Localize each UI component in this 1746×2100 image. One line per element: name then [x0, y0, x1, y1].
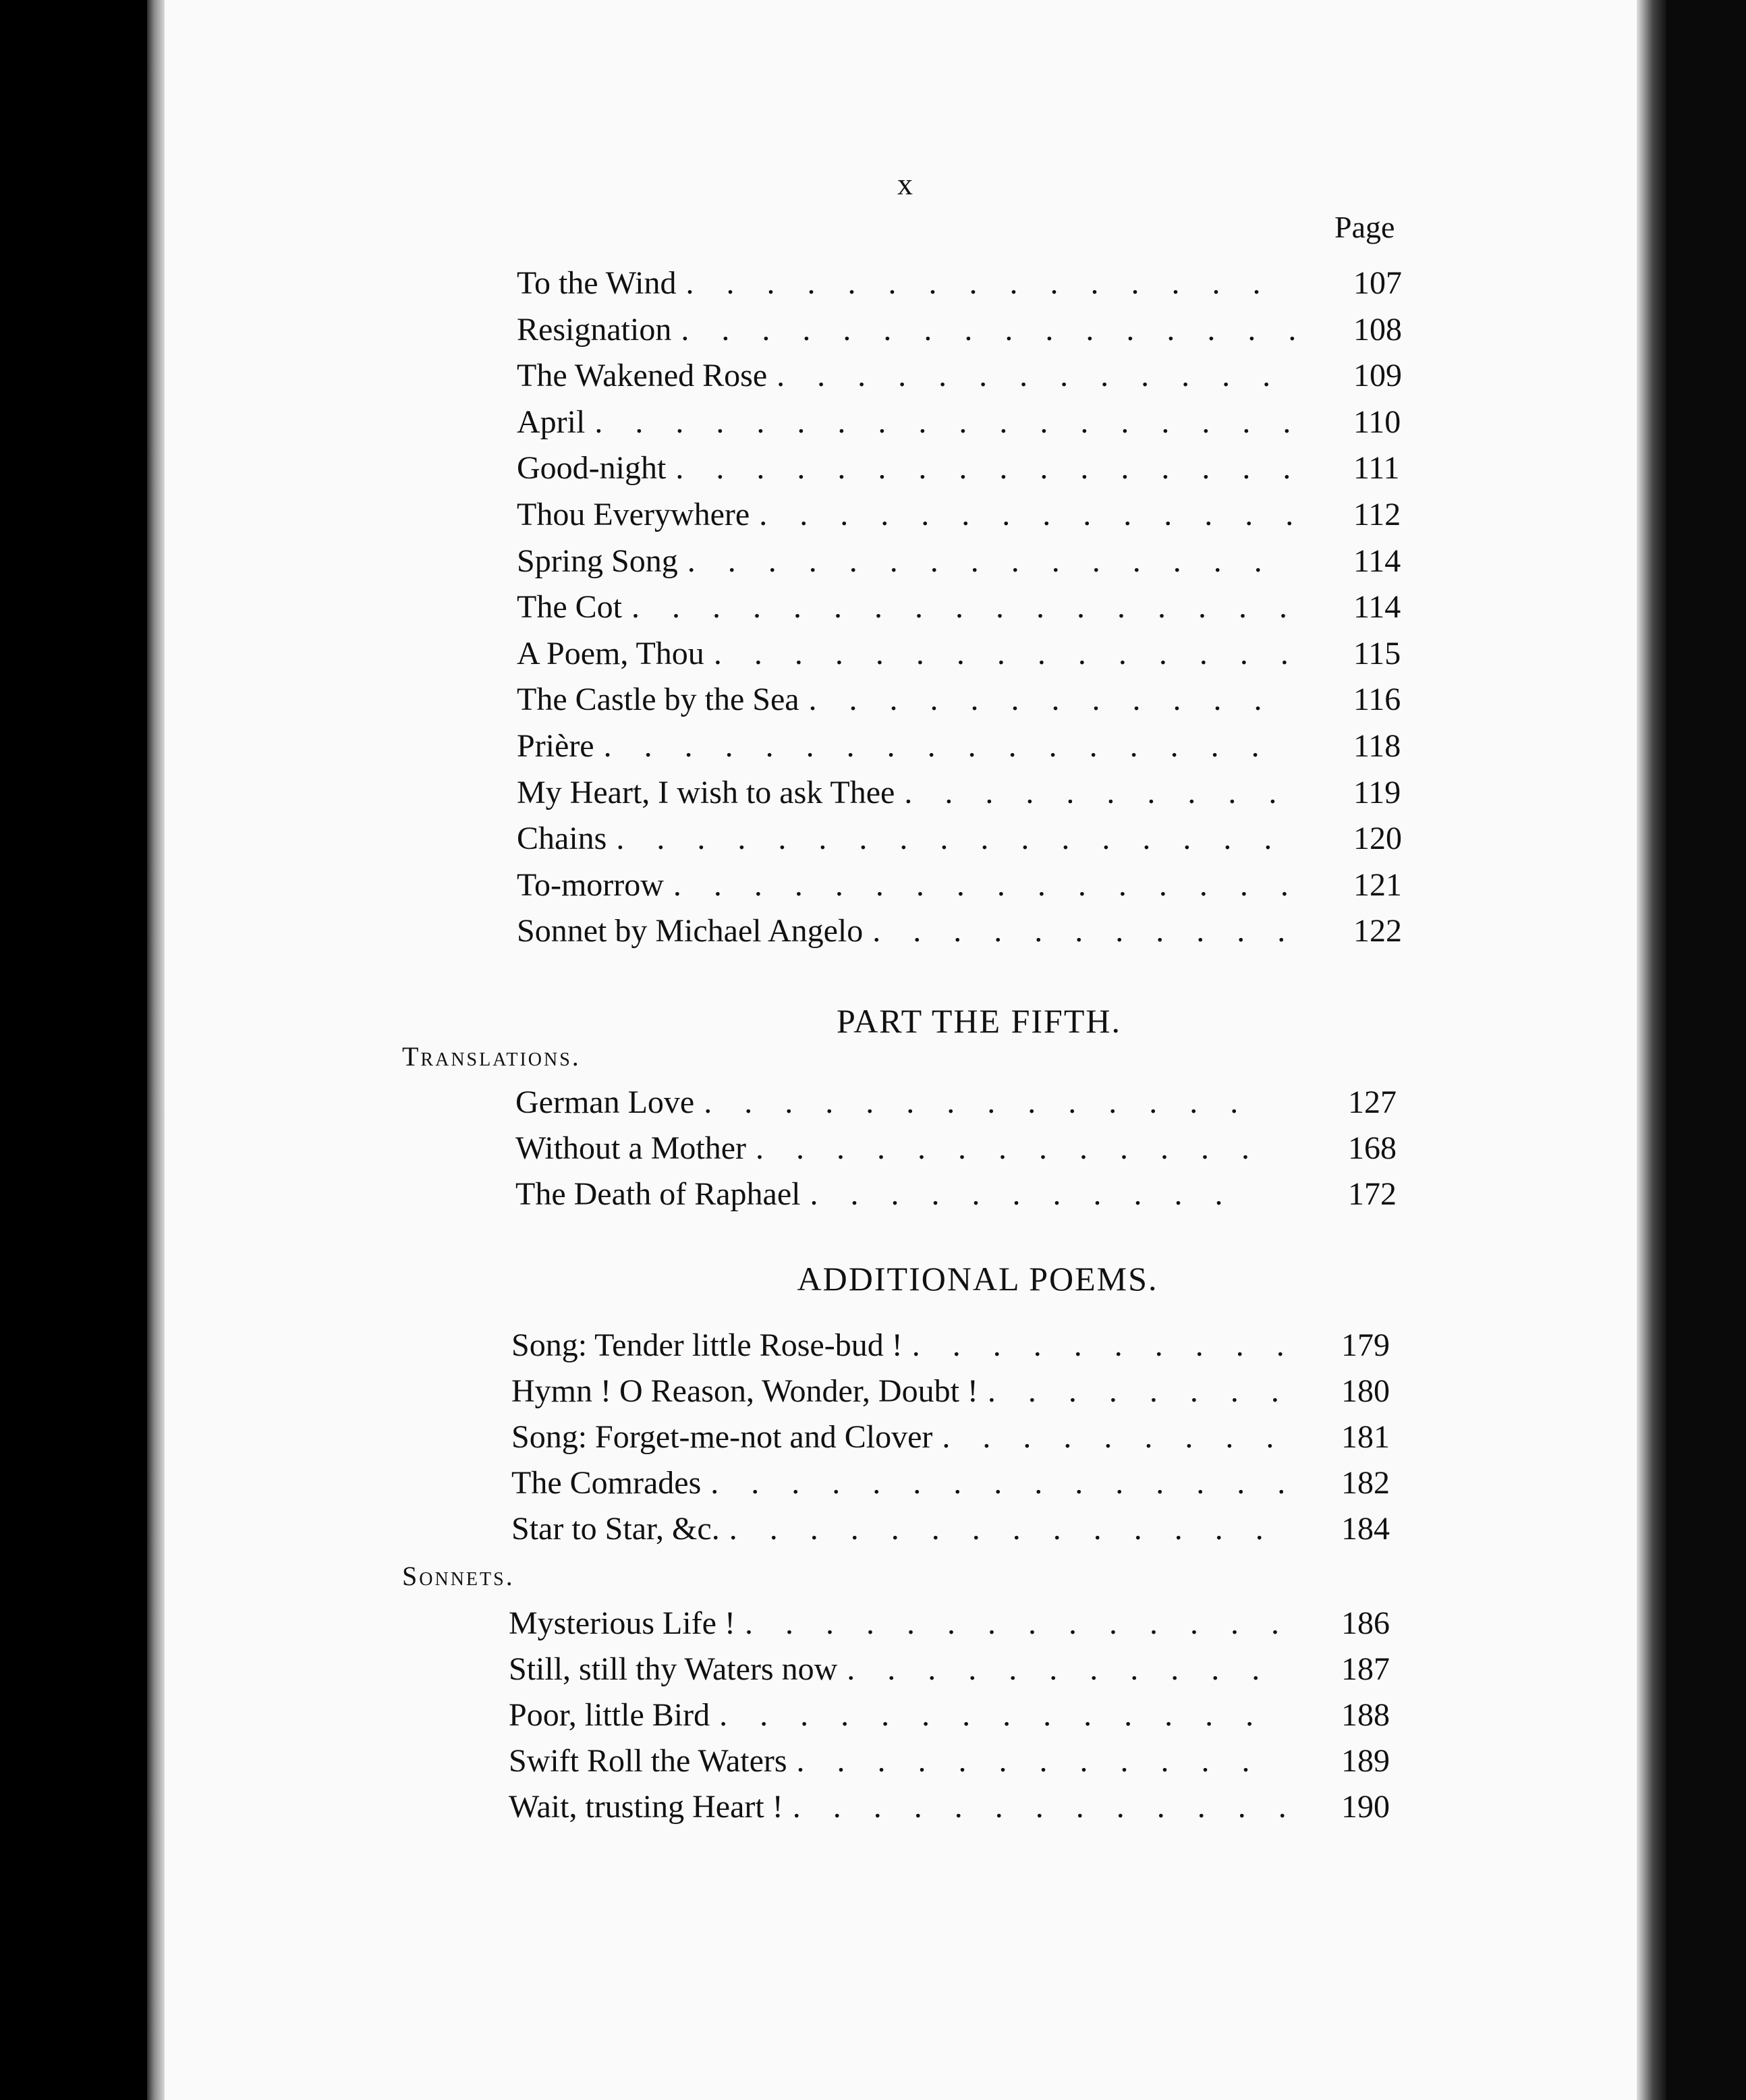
- toc-entry: [147, 1788, 1666, 1831]
- toc-entry-page: 110: [1353, 404, 1401, 440]
- toc-entry: [147, 1327, 1666, 1370]
- toc-entry: [147, 1084, 1666, 1127]
- sonnets-label: Sonnets.: [402, 1561, 515, 1591]
- toc-entry-page: 114: [1353, 589, 1401, 626]
- toc-leader-dots: ..............: [744, 1605, 1312, 1641]
- toc-entry-page: 182: [1341, 1465, 1390, 1501]
- toc-entry-title: Good-night: [517, 450, 667, 487]
- toc-entry: [147, 404, 1666, 447]
- toc-entry: [147, 496, 1666, 539]
- toc-entry-title: Sonnet by Michael Angelo: [517, 913, 864, 949]
- toc-entry-page: 107: [1353, 265, 1402, 301]
- toc-leader-dots: ............: [808, 682, 1295, 718]
- toc-entry: [147, 1130, 1666, 1173]
- toc-entry-page: 108: [1353, 311, 1402, 348]
- toc-entry: [147, 1742, 1666, 1786]
- toc-leader-dots: ..............: [729, 1511, 1296, 1547]
- toc-entry: [147, 866, 1666, 910]
- toc-entry: [147, 1373, 1666, 1416]
- toc-entry-title: The Death of Raphael: [515, 1176, 801, 1212]
- toc-entry-page: 186: [1341, 1605, 1390, 1641]
- toc-entry: [147, 1464, 1666, 1508]
- toc-leader-dots: ........: [987, 1373, 1312, 1409]
- toc-leader-dots: .............: [777, 358, 1303, 394]
- toc-entry: [147, 635, 1666, 678]
- toc-entry: [147, 449, 1666, 493]
- toc-entry-page: 120: [1353, 821, 1402, 857]
- toc-entry-page: 187: [1341, 1651, 1390, 1687]
- toc-entry-title: German Love: [515, 1084, 695, 1120]
- toc-leader-dots: .............: [756, 1130, 1282, 1166]
- toc-entry-title: Mysterious Life !: [509, 1605, 735, 1641]
- toc-entry-page: 115: [1353, 635, 1401, 671]
- toc-entry: [147, 1605, 1666, 1648]
- toc-entry-title: The Comrades: [511, 1465, 702, 1501]
- toc-entry: [147, 357, 1666, 400]
- part-heading: PART THE FIFTH.: [836, 1002, 1122, 1040]
- scan-border: [1666, 0, 1746, 2100]
- page-number: x: [897, 167, 913, 201]
- toc-leader-dots: ...............: [685, 265, 1293, 301]
- toc-entry-title: Thou Everywhere: [517, 497, 750, 532]
- toc-entry: [147, 1176, 1666, 1219]
- toc-entry-page: 118: [1353, 728, 1401, 764]
- toc-leader-dots: ..............: [759, 497, 1326, 532]
- page-column-label: Page: [1334, 210, 1395, 244]
- toc-entry-page: 112: [1353, 497, 1401, 532]
- additional-heading: ADDITIONAL POEMS.: [797, 1260, 1158, 1298]
- toc-entry-page: 116: [1353, 682, 1401, 718]
- toc-entry: [147, 1418, 1666, 1462]
- toc-entry-title: Resignation: [517, 311, 672, 348]
- toc-entry-page: 109: [1353, 358, 1402, 394]
- toc-entry: [147, 727, 1666, 771]
- toc-leader-dots: .........: [942, 1419, 1307, 1455]
- toc-entry-page: 168: [1348, 1130, 1397, 1166]
- toc-entry-title: Hymn ! O Reason, Wonder, Doubt !: [511, 1373, 978, 1409]
- toc-entry-page: 114: [1353, 543, 1401, 579]
- toc-entry-title: Poor, little Bird: [509, 1697, 710, 1733]
- toc-leader-dots: ..........: [904, 774, 1310, 810]
- toc-entry: [147, 265, 1666, 308]
- toc-entry-page: 179: [1341, 1327, 1390, 1363]
- toc-entry-title: The Castle by the Sea: [517, 682, 799, 718]
- toc-entry: [147, 1696, 1666, 1740]
- toc-leader-dots: ................: [673, 866, 1321, 903]
- toc-entry-page: 121: [1353, 866, 1402, 903]
- toc-entry: [147, 1651, 1666, 1694]
- toc-leader-dots: ...............: [710, 1465, 1318, 1501]
- toc-leader-dots: ..............: [719, 1697, 1287, 1733]
- toc-entry-page: 190: [1341, 1789, 1390, 1825]
- toc-leader-dots: ............: [796, 1743, 1283, 1779]
- toc-entry-title: Still, still thy Waters now: [509, 1651, 838, 1687]
- toc-entry-page: 189: [1341, 1743, 1390, 1779]
- toc-entry-page: 188: [1341, 1697, 1390, 1733]
- toc-leader-dots: ..............: [704, 1084, 1271, 1120]
- toc-entry: [147, 1510, 1666, 1553]
- toc-entry: [147, 588, 1666, 632]
- toc-leader-dots: ..........: [911, 1327, 1317, 1363]
- toc-entry-title: A Poem, Thou: [517, 635, 704, 671]
- toc-entry-title: April: [517, 404, 586, 440]
- toc-leader-dots: ...........: [810, 1176, 1256, 1212]
- toc-entry: [147, 543, 1666, 586]
- toc-leader-dots: ..................: [594, 404, 1324, 440]
- toc-entry-title: Chains: [517, 821, 607, 857]
- toc-leader-dots: ...........: [847, 1651, 1293, 1687]
- toc-entry-title: Wait, trusting Heart !: [509, 1789, 783, 1825]
- toc-leader-dots: .................: [631, 589, 1320, 626]
- toc-entry-page: 180: [1341, 1373, 1390, 1409]
- toc-entry-page: 122: [1353, 913, 1402, 949]
- toc-entry: [147, 311, 1666, 354]
- toc-entry-title: The Cot: [517, 589, 622, 626]
- toc-entry-title: The Wakened Rose: [517, 358, 768, 394]
- toc-entry-title: Prière: [517, 728, 594, 764]
- toc-entry-page: 184: [1341, 1511, 1390, 1547]
- toc-entry-title: Song: Forget-me-not and Clover: [511, 1419, 933, 1455]
- toc-entry-page: 172: [1348, 1176, 1397, 1212]
- toc-leader-dots: .................: [616, 821, 1305, 857]
- toc-leader-dots: .................: [603, 728, 1292, 764]
- toc-entry: [147, 820, 1666, 863]
- toc-entry-title: To the Wind: [517, 265, 677, 301]
- toc-entry-title: Spring Song: [517, 543, 678, 579]
- toc-entry-title: Song: Tender little Rose-bud !: [511, 1327, 903, 1363]
- toc-entry-title: Star to Star, &c.: [511, 1511, 720, 1547]
- toc-entry-page: 119: [1353, 774, 1401, 810]
- translations-label: Translations.: [402, 1041, 581, 1072]
- toc-entry: [147, 912, 1666, 956]
- toc-entry-title: Without a Mother: [515, 1130, 746, 1166]
- toc-leader-dots: ...............: [687, 543, 1295, 579]
- toc-leader-dots: ................: [675, 450, 1324, 487]
- book-page: [147, 0, 1666, 2100]
- toc-leader-dots: ...............: [713, 635, 1321, 671]
- toc-entry-title: To-morrow: [517, 866, 664, 903]
- toc-entry-title: My Heart, I wish to ask Thee: [517, 774, 895, 810]
- toc-entry-page: 181: [1341, 1419, 1390, 1455]
- toc-entry-title: Swift Roll the Waters: [509, 1743, 787, 1779]
- toc-leader-dots: .............: [792, 1789, 1319, 1825]
- toc-entry-page: 127: [1348, 1084, 1397, 1120]
- toc-leader-dots: ...........: [872, 913, 1318, 949]
- toc-entry: [147, 681, 1666, 724]
- toc-entry: [147, 774, 1666, 817]
- toc-entry-page: 111: [1353, 450, 1400, 487]
- toc-leader-dots: ................: [681, 311, 1329, 348]
